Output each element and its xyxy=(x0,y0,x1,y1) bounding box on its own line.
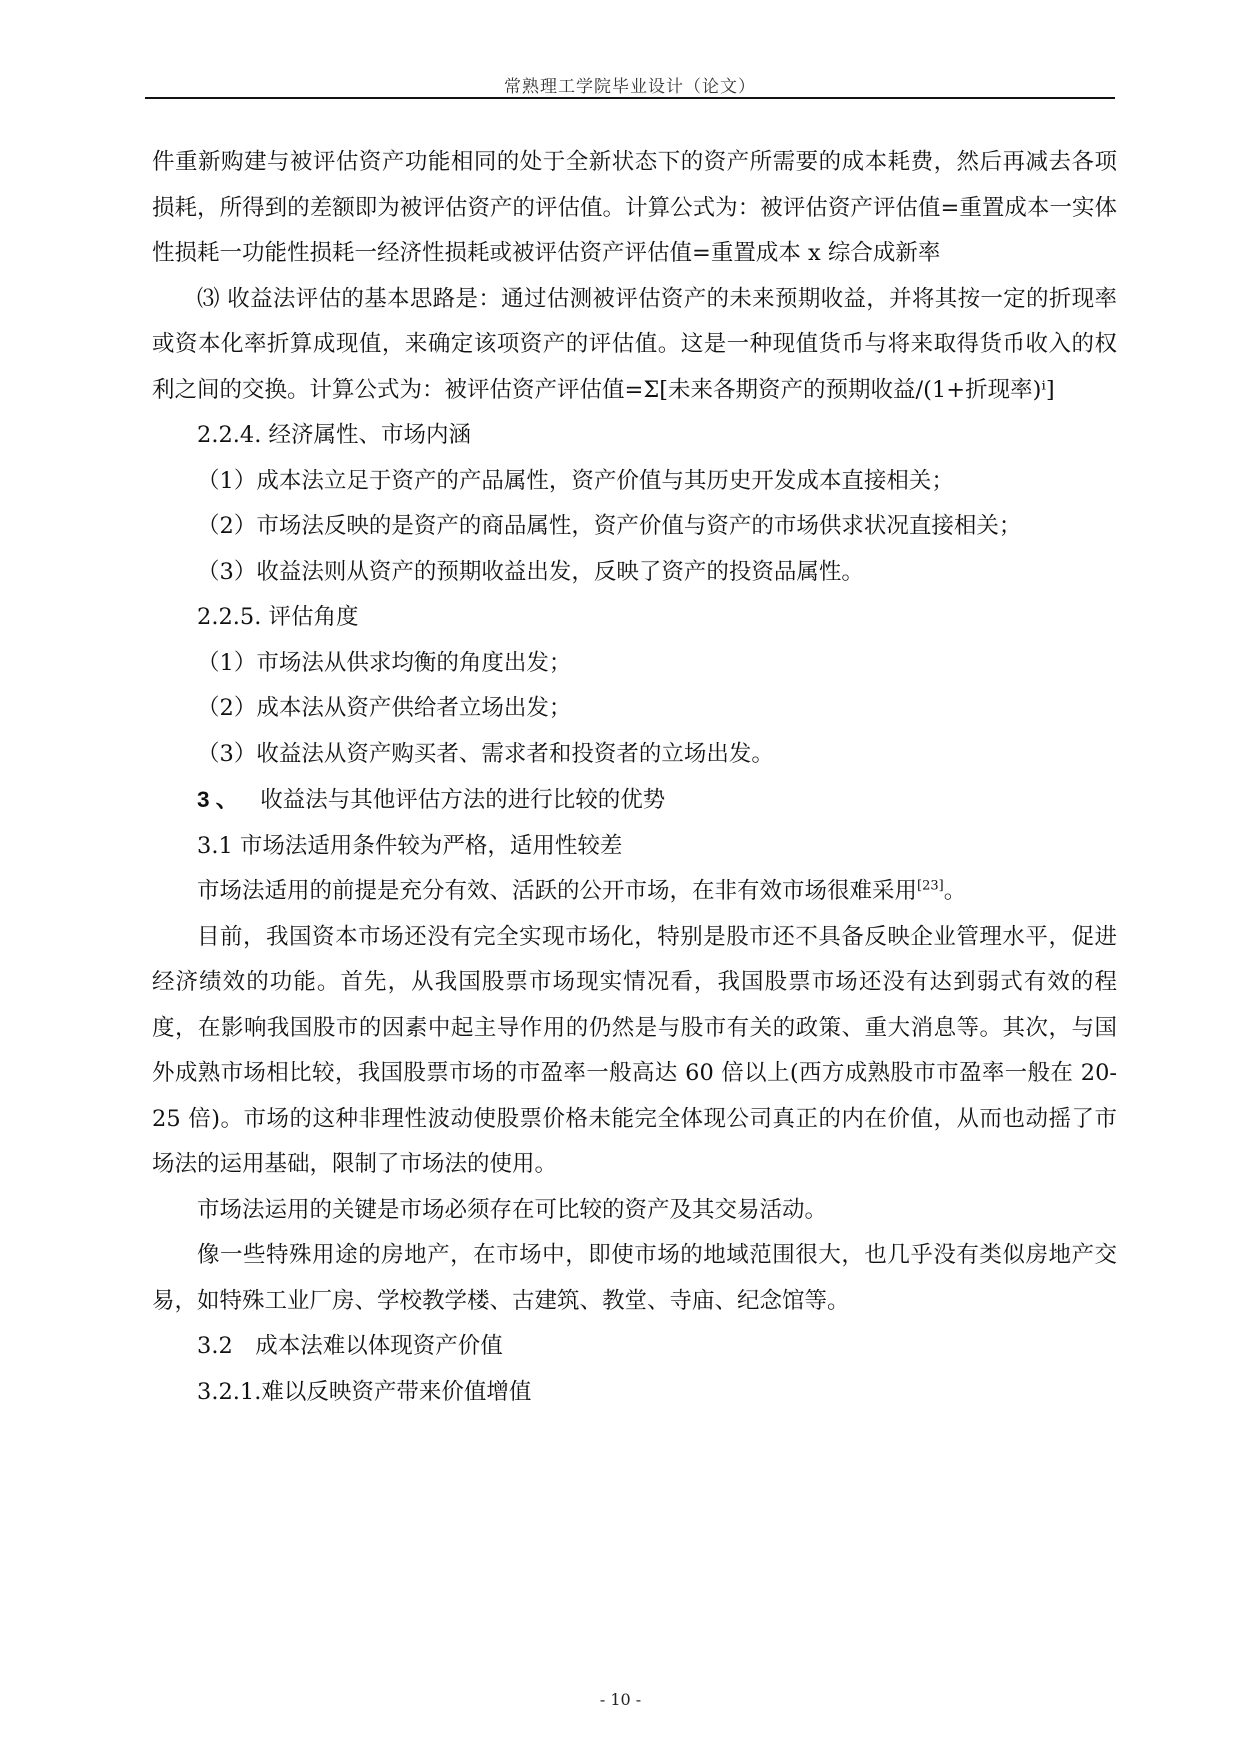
paragraph-special-property: 像一些特殊用途的房地产，在市场中，即使市场的地域范围很大，也几乎没有类似房地产交易，如特殊工业厂房、学校教学楼、古建筑、教堂、寺庙、纪念馆等。 xyxy=(152,1242,1117,1314)
list-item: （3）收益法从资产购买者、需求者和投资者的立场出发。 xyxy=(197,740,774,767)
paragraph-end-punct: 。 xyxy=(943,878,967,904)
body-text xyxy=(152,140,1117,1415)
heading-3-1: 3.1 市场法适用条件较为严格，适用性较差 xyxy=(197,832,623,859)
section-title: 收益法与其他评估方法的进行比较的优势 xyxy=(260,787,666,813)
list-item: （2）市场法反映的是资产的商品属性，资产价值与资产的市场供求状况直接相关； xyxy=(197,513,1022,539)
paragraph-income-method: ⑶ 收益法评估的基本思路是：通过估测被评估资产的未来预期收益，并将其按一定的折现率或资本化率折算成现值，来确定该项资产的评估值。这是一种现值货币与将来取得货币收入的权利之间的交换。计算公式为：被评估资产评估值=Σ[未来各期资产的预期收益/(1+折现率)ⁱ] xyxy=(152,285,1117,403)
header-divider xyxy=(145,97,1115,99)
page-number: - 10 - xyxy=(599,1690,642,1709)
list-item: （1）成本法立足于资产的产品属性，资产价值与其历史开发成本直接相关； xyxy=(197,467,954,494)
paragraph-cost-method-continued: 件重新购建与被评估资产功能相同的处于全新状态下的资产所需要的成本耗费，然后再减去各项损耗，所得到的差额即为被评估资产的评估值。计算公式为：被评估资产评估值=重置成本一实体性损耗一功能性损耗一经济性损耗或被评估资产评估值=重置成本 x 综合成新率 xyxy=(152,149,1117,266)
heading-section-3 xyxy=(152,777,1117,824)
heading-3-2-1: 3.2.1.难以反映资产带来价值增值 xyxy=(197,1378,532,1405)
paragraph-market-status: 目前，我国资本市场还没有完全实现市场化，特别是股市还不具备反映企业管理水平，促进经济绩效的功能。首先，从我国股票市场现实情况看，我国股票市场还没有达到弱式有效的程度，在影响我国股市的因素中起主导作用的仍然是与股市有关的政策、重大消息等。其次，与国外成熟市场相比较，我国股票市场的市盈率一般高达 60 倍以上(西方成熟股市市盈率一般在 20-25 倍)。市场的这种非理性波动使股票价格未能完全体现公司真正的内在价值，从而也动摇了市场法的运用基础，限制了市场法的使用。 xyxy=(152,923,1117,1177)
paragraph-market-premise xyxy=(152,869,1117,915)
citation-reference: [23] xyxy=(917,878,944,894)
list-item: （2）成本法从资产供给者立场出发； xyxy=(197,695,572,721)
heading-3-2: 3.2 成本法难以体现资产价值 xyxy=(197,1333,503,1359)
heading-2-2-5: 2.2.5. 评估角度 xyxy=(197,604,359,630)
heading-2-2-4: 2.2.4. 经济属性、市场内涵 xyxy=(197,422,472,448)
paragraph-text: 市场法适用的前提是充分有效、活跃的公开市场，在非有效市场很难采用 xyxy=(197,878,918,904)
paragraph-market-key: 市场法运用的关键是市场必须存在可比较的资产及其交易活动。 xyxy=(197,1196,828,1223)
running-header: 常熟理工学院毕业设计（论文） xyxy=(504,77,756,97)
list-item: （1）市场法从供求均衡的角度出发； xyxy=(197,649,572,676)
list-item: （3）收益法则从资产的预期收益出发，反映了资产的投资品属性。 xyxy=(197,558,864,585)
section-number: 3 、 xyxy=(197,787,239,812)
